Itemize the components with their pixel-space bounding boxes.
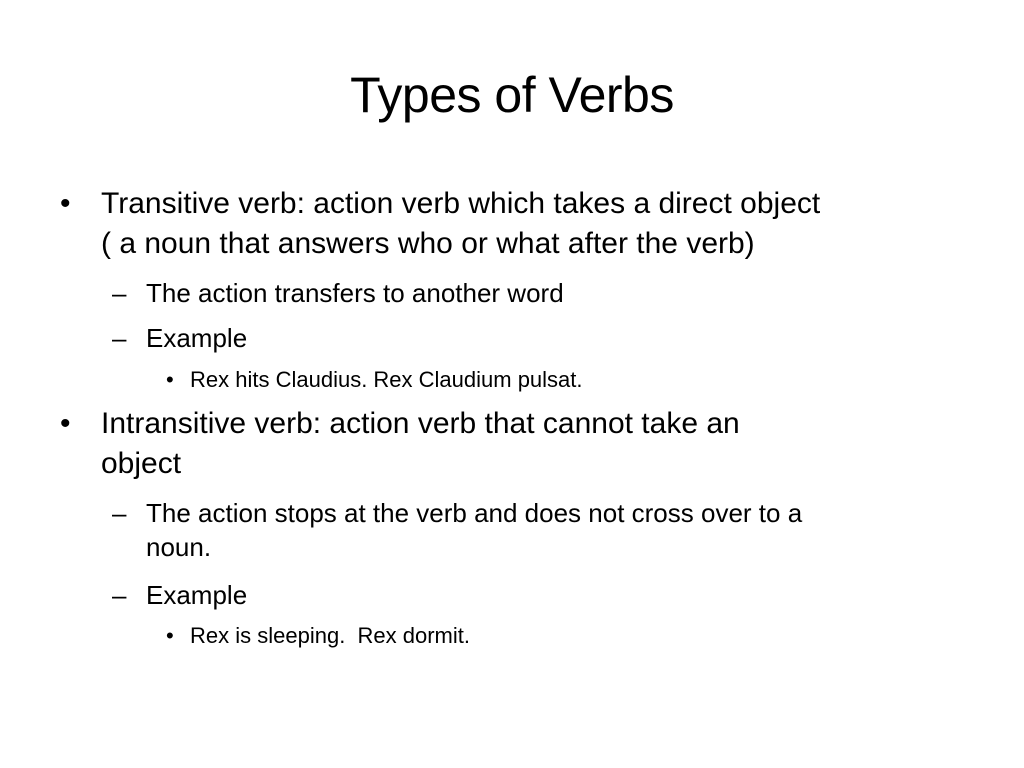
list-item-line: object [101,447,182,480]
list-item-line: ( a noun that answers who or what after the verb) [101,227,755,260]
list-item-transitive [101,184,981,264]
bullet-icon: • [60,187,71,220]
sublist-item-line: The action stops at the verb and does not cross over to a [146,498,803,528]
sublist-item-example [146,578,986,612]
list-item-line: Transitive verb: action verb which takes a direct object [101,187,821,220]
list-item-intransitive [101,404,981,484]
bullet-icon: • [166,367,174,392]
sublist-item-line: noun. [146,532,212,562]
sublist-item-line: Example [146,323,248,353]
dash-icon: – [112,323,127,353]
sublist-item-line: Example [146,580,248,610]
list-item-line: Intransitive verb: action verb that cannot take an [101,407,740,440]
dash-icon: – [112,580,127,610]
bullet-icon: • [166,623,174,648]
sublist-item-action-stops [146,496,986,564]
bullet-icon: • [60,407,71,440]
example-sentence: Rex hits Claudius. Rex Claudium pulsat. [190,367,583,392]
slide-title: Types of Verbs [350,67,674,123]
dash-icon: – [112,498,127,528]
sublist-item-action-transfers [146,276,986,310]
sublist-item-example [146,321,986,355]
example-sentence: Rex is sleeping. Rex dormit. [190,623,470,648]
dash-icon: – [112,278,127,308]
sublist-item-line: The action transfers to another word [146,278,564,308]
